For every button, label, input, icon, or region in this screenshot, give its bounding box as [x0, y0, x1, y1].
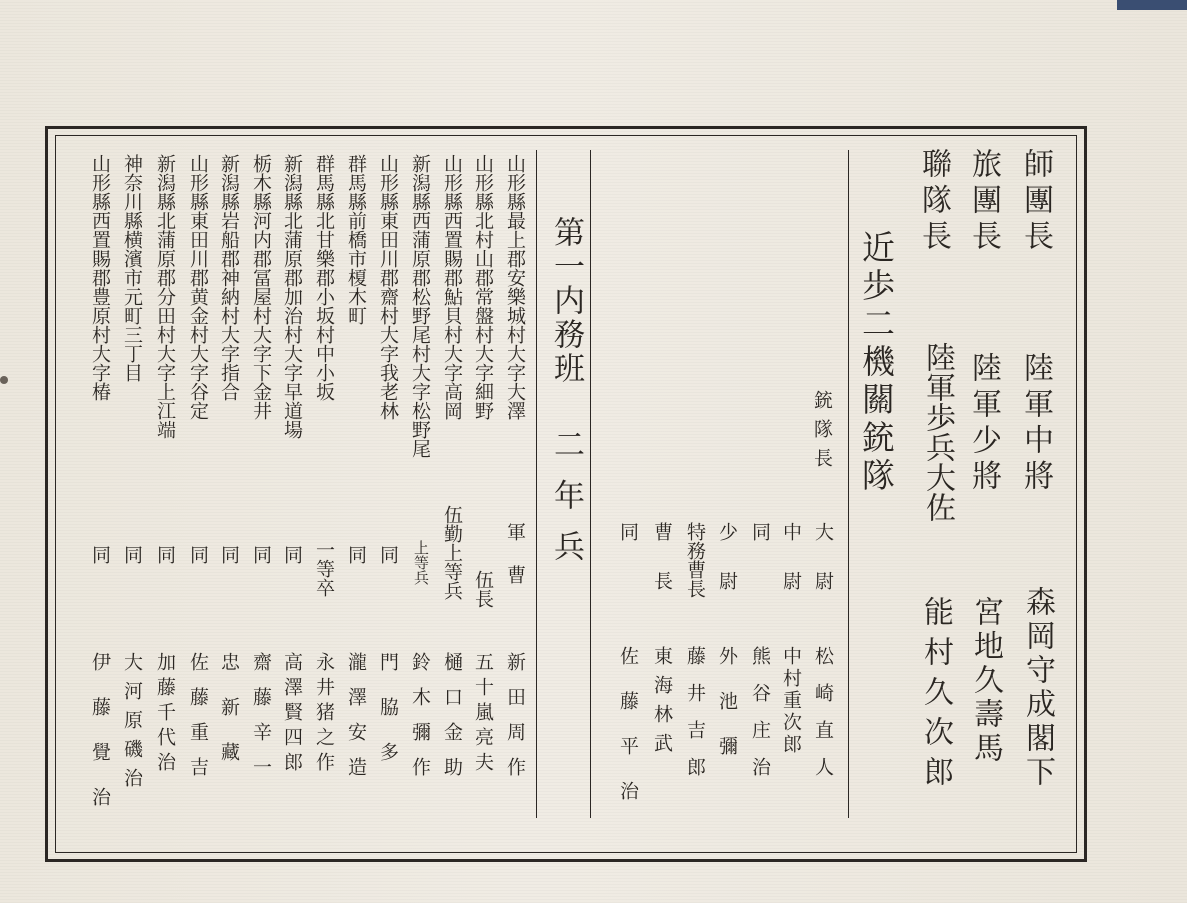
member-address: 新潟縣西蒲原郡松野尾村大字松野尾 [409, 154, 431, 458]
head-title: 旅團長 [966, 148, 1001, 256]
member-rank: 軍曹 [504, 522, 526, 608]
head-title: 聯隊長 [916, 148, 951, 256]
member-rank: 伍勤上等兵 [441, 505, 463, 600]
member-address: 山形縣東田川郡黄金村大字谷定 [187, 154, 209, 420]
member-address: 新潟縣北蒲原郡加治村大字早道場 [281, 154, 303, 439]
member-rank: 同 [218, 545, 240, 564]
head-name: 能村久次郎 [918, 596, 953, 796]
member-address: 神奈川縣横濱市元町三丁目 [121, 154, 143, 382]
head-rank: 陸軍中將 [1018, 352, 1053, 496]
member-address: 新潟縣北蒲原郡分田村大字上江端 [154, 154, 176, 439]
head-title: 師團長 [1018, 148, 1053, 256]
member-rank: 一等卒 [313, 540, 335, 597]
member-address: 山形縣最上郡安樂城村大字大澤 [504, 154, 526, 420]
section-year: 二年兵 [548, 428, 584, 581]
member-address: 山形縣東田川郡齋村大字我老林 [377, 154, 399, 420]
binding-hole [0, 376, 8, 384]
member-address: 群馬縣前橋市榎木町 [345, 154, 367, 325]
section-title: 第一内務班 [548, 216, 584, 386]
member-rank: 同 [121, 545, 143, 564]
head-name: 森岡守成閣下 [1020, 586, 1055, 790]
member-address: 群馬縣北甘樂郡小坂村中小坂 [313, 154, 335, 401]
member-rank: 同 [281, 545, 303, 564]
divider-line [590, 150, 591, 818]
member-address: 山形縣西置賜郡鮎貝村大字高岡 [441, 154, 463, 420]
member-address: 山形縣西置賜郡豊原村大字椿 [89, 154, 111, 401]
member-rank: 同 [187, 545, 209, 564]
member-rank: 同 [154, 545, 176, 564]
member-address: 栃木縣河内郡冨屋村大字下金井 [250, 154, 272, 420]
officer-name: 佐藤平治 [617, 646, 639, 826]
member-name: 大河原磯治 [121, 652, 143, 797]
member-name: 佐藤重吉 [187, 652, 209, 792]
member-rank: 同 [377, 545, 399, 564]
divider-line [848, 150, 849, 818]
member-name: 加藤千代治 [154, 652, 176, 777]
member-name: 忠新藏 [218, 652, 240, 787]
officer-role: 銃隊長 [811, 390, 833, 477]
officer-name: 藤井吉郎 [684, 646, 706, 794]
unit-title: 近歩二機關銃隊 [857, 230, 896, 496]
officer-name: 中村重次郎 [780, 646, 802, 756]
member-name: 永井猪之作 [313, 652, 335, 777]
member-address: 新潟縣岩船郡神納村大字指合 [218, 154, 240, 401]
officer-name: 外池彌 [716, 646, 738, 781]
member-name: 五十嵐亮夫 [472, 652, 494, 777]
officer-rank: 中尉 [780, 522, 802, 620]
divider-line [536, 150, 537, 818]
member-name: 鈴木彌作 [409, 652, 431, 792]
member-name: 樋口金助 [441, 652, 463, 792]
member-name: 齋藤辛一 [250, 652, 272, 792]
member-rank: 同 [89, 545, 111, 564]
officer-name: 東海林武 [651, 646, 673, 762]
officer-rank: 少尉 [716, 522, 738, 620]
member-rank: 伍長 [472, 570, 494, 608]
member-name: 高澤賢四郎 [281, 652, 303, 777]
member-name: 瀧澤安造 [345, 652, 367, 792]
head-rank: 陸軍少將 [966, 352, 1001, 496]
officer-name: 松崎直人 [812, 646, 834, 794]
member-address: 山形縣北村山郡常盤村大字細野 [472, 154, 494, 420]
officer-name: 熊谷庄治 [749, 646, 771, 794]
head-rank: 陸軍歩兵大佐 [920, 342, 955, 522]
head-name: 宮地久壽馬 [968, 596, 1003, 766]
member-name: 新田周作 [504, 652, 526, 792]
cover-edge [1117, 0, 1187, 10]
officer-rank: 大尉 [812, 522, 834, 620]
officer-rank: 特務曹長 [684, 522, 706, 598]
member-name: 伊藤覺治 [89, 652, 111, 832]
member-name: 門脇多 [377, 652, 399, 787]
officer-rank: 同 [617, 522, 639, 541]
member-rank: 同 [345, 545, 367, 564]
officer-rank: 同 [749, 522, 771, 541]
member-rank: 上等兵 [412, 540, 430, 585]
member-rank: 同 [250, 545, 272, 564]
officer-rank: 曹長 [651, 522, 673, 620]
